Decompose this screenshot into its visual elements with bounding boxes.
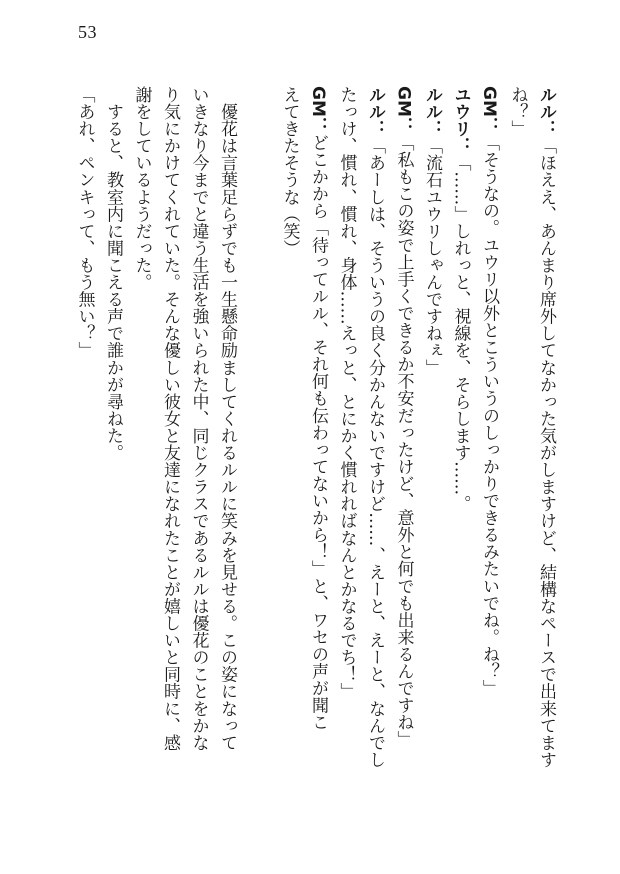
dialogue-text: 「あーしは、そういうの良く分かんないですけど……、えーと、えーと、なんでし	[365, 137, 385, 769]
narration-line: 謝をしているようだった。	[131, 86, 152, 291]
dialogue-text: ね？」	[507, 86, 528, 138]
dialogue-text: どこかから「待ってルル、それ何も伝わってないから！」と、ワセの声が聞こ	[308, 134, 328, 731]
speaker-label: GM：	[308, 86, 328, 135]
narration-line: いきなり今までと違う生活を強いられた中、同じクラスであるルルは優花のことをかな	[188, 86, 209, 751]
speaker-label: GM：	[479, 86, 499, 135]
dialogue-line	[418, 86, 447, 846]
dialogue-line	[332, 86, 361, 846]
narration-line: 「あれ、ペンキって、もう無い？」	[74, 86, 95, 359]
speaker-label: GM：	[393, 86, 414, 135]
dialogue-text: 「……」しれっと、視線を、そらします……。	[450, 154, 471, 513]
speaker-label: ユウリ：	[450, 86, 471, 155]
dialogue-line	[389, 86, 418, 846]
narration-line: すると、教室内に聞こえる声で誰かが尋ねた。	[103, 86, 123, 462]
dialogue-line	[532, 86, 561, 846]
dialogue-line	[475, 86, 504, 846]
section-gap	[241, 86, 275, 846]
vertical-text-block	[70, 86, 560, 846]
dialogue-text: 「ほええ、あんまり席外してなかった気がしますけど、結構なペースで出来てます	[536, 137, 556, 769]
speaker-label: ルル：	[536, 86, 556, 138]
dialogue-text: 「流石ユウリしゃんですねぇ」	[422, 137, 442, 376]
speaker-label: ルル：	[422, 86, 442, 138]
narration-line: 優花は言葉足らずでも一生懸命励ましてくれるルルに笑みを見せる。この姿になって	[217, 86, 237, 751]
dialogue-text: えてきたそうな（笑）	[279, 86, 300, 257]
dialogue-line	[503, 86, 532, 846]
dialogue-text: たっけ、慣れ、慣れ、身体……えっと、とにかく慣れればなんとかなるでち！」	[336, 86, 357, 700]
dialogue-text: 「私もこの姿で上手くできるか不安だったけど、意外と何でも出来るんですね」	[393, 134, 414, 748]
dialogue-line	[304, 86, 333, 846]
speaker-label: ルル：	[365, 86, 385, 138]
page-number: 53	[78, 22, 97, 42]
dialogue-line	[275, 86, 304, 846]
dialogue-line	[361, 86, 390, 846]
dialogue-text: 「そうなの。ユウリ以外とこういうのしっかりできるみたいでね。ね？」	[479, 134, 499, 697]
dialogue-line	[446, 86, 475, 846]
narration-line: り気にかけてくれていた。そんな優しい彼女と友達になれたことが嬉しいと同時に、感	[160, 86, 180, 751]
